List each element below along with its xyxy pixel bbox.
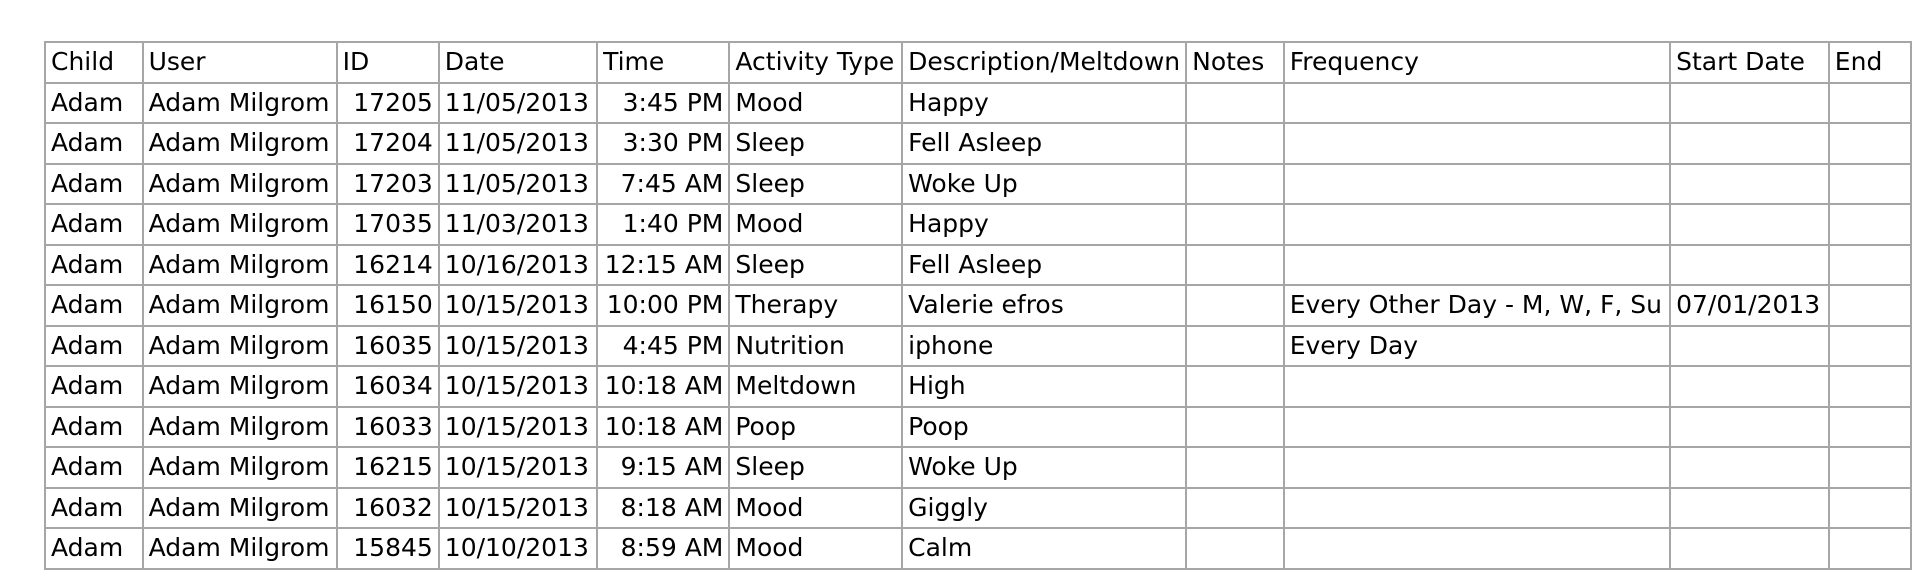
cell-end[interactable]	[1829, 366, 1911, 407]
cell-notes[interactable]	[1186, 285, 1284, 326]
cell-child[interactable]: Adam	[45, 123, 143, 164]
cell-activity-type[interactable]: Meltdown	[729, 366, 902, 407]
cell-user[interactable]: Adam Milgrom	[143, 123, 337, 164]
cell-user[interactable]: Adam Milgrom	[143, 326, 337, 367]
cell-frequency[interactable]	[1284, 528, 1670, 569]
cell-description[interactable]: Happy	[902, 204, 1186, 245]
col-header-activity-type[interactable]: Activity Type	[729, 42, 902, 83]
cell-start-date[interactable]	[1670, 326, 1829, 367]
col-header-notes[interactable]: Notes	[1186, 42, 1284, 83]
cell-frequency[interactable]	[1284, 164, 1670, 205]
cell-activity-type[interactable]: Sleep	[729, 245, 902, 286]
table-row	[45, 285, 1911, 326]
col-header-time[interactable]: Time	[597, 42, 729, 83]
col-header-start-date[interactable]: Start Date	[1670, 42, 1829, 83]
cell-description[interactable]: Poop	[902, 407, 1186, 448]
cell-date[interactable]: 10/15/2013	[439, 407, 597, 448]
cell-id[interactable]: 16034	[337, 366, 439, 407]
cell-end[interactable]	[1829, 245, 1911, 286]
cell-id[interactable]: 16035	[337, 326, 439, 367]
cell-time[interactable]: 4:45 PM	[597, 326, 729, 367]
cell-notes[interactable]	[1186, 164, 1284, 205]
cell-frequency[interactable]	[1284, 245, 1670, 286]
cell-id[interactable]: 16033	[337, 407, 439, 448]
cell-description[interactable]: Woke Up	[902, 164, 1186, 205]
cell-date[interactable]: 11/05/2013	[439, 123, 597, 164]
cell-time[interactable]: 7:45 AM	[597, 164, 729, 205]
cell-activity-type[interactable]: Therapy	[729, 285, 902, 326]
cell-id[interactable]: 16214	[337, 245, 439, 286]
cell-end[interactable]	[1829, 164, 1911, 205]
cell-date[interactable]: 10/15/2013	[439, 285, 597, 326]
cell-date[interactable]: 10/15/2013	[439, 488, 597, 529]
header-row	[45, 42, 1911, 83]
cell-time[interactable]: 8:18 AM	[597, 488, 729, 529]
table-row	[45, 488, 1911, 529]
cell-activity-type[interactable]: Mood	[729, 83, 902, 124]
table-row	[45, 245, 1911, 286]
cell-user[interactable]: Adam Milgrom	[143, 407, 337, 448]
cell-notes[interactable]	[1186, 447, 1284, 488]
cell-description[interactable]: High	[902, 366, 1186, 407]
cell-time[interactable]: 3:30 PM	[597, 123, 729, 164]
cell-user[interactable]: Adam Milgrom	[143, 83, 337, 124]
cell-end[interactable]	[1829, 488, 1911, 529]
cell-notes[interactable]	[1186, 407, 1284, 448]
cell-start-date[interactable]	[1670, 123, 1829, 164]
cell-start-date[interactable]	[1670, 488, 1829, 529]
cell-end[interactable]	[1829, 528, 1911, 569]
cell-child[interactable]: Adam	[45, 164, 143, 205]
cell-time[interactable]: 1:40 PM	[597, 204, 729, 245]
cell-start-date[interactable]	[1670, 83, 1829, 124]
cell-description[interactable]: Woke Up	[902, 447, 1186, 488]
cell-start-date[interactable]	[1670, 528, 1829, 569]
cell-child[interactable]: Adam	[45, 326, 143, 367]
cell-description[interactable]: iphone	[902, 326, 1186, 367]
cell-end[interactable]	[1829, 83, 1911, 124]
cell-child[interactable]: Adam	[45, 204, 143, 245]
cell-date[interactable]: 10/10/2013	[439, 528, 597, 569]
cell-end[interactable]	[1829, 204, 1911, 245]
table-row	[45, 164, 1911, 205]
cell-time[interactable]: 3:45 PM	[597, 83, 729, 124]
cell-date[interactable]: 10/15/2013	[439, 326, 597, 367]
cell-child[interactable]: Adam	[45, 407, 143, 448]
cell-date[interactable]: 10/15/2013	[439, 447, 597, 488]
cell-date[interactable]: 10/15/2013	[439, 366, 597, 407]
cell-notes[interactable]	[1186, 245, 1284, 286]
cell-user[interactable]: Adam Milgrom	[143, 204, 337, 245]
cell-start-date[interactable]	[1670, 164, 1829, 205]
cell-notes[interactable]	[1186, 123, 1284, 164]
cell-frequency[interactable]	[1284, 83, 1670, 124]
cell-activity-type[interactable]: Sleep	[729, 123, 902, 164]
table-row	[45, 528, 1911, 569]
cell-child[interactable]: Adam	[45, 83, 143, 124]
cell-date[interactable]: 11/03/2013	[439, 204, 597, 245]
cell-end[interactable]	[1829, 123, 1911, 164]
cell-id[interactable]: 15845	[337, 528, 439, 569]
col-header-description[interactable]: Description/Meltdown	[902, 42, 1186, 83]
table-row	[45, 407, 1911, 448]
cell-start-date[interactable]: 07/01/2013	[1670, 285, 1829, 326]
cell-child[interactable]: Adam	[45, 285, 143, 326]
cell-time[interactable]: 8:59 AM	[597, 528, 729, 569]
cell-end[interactable]	[1829, 285, 1911, 326]
col-header-date[interactable]: Date	[439, 42, 597, 83]
cell-frequency[interactable]: Every Day	[1284, 326, 1670, 367]
cell-id[interactable]: 17035	[337, 204, 439, 245]
cell-frequency[interactable]	[1284, 366, 1670, 407]
cell-description[interactable]: Happy	[902, 83, 1186, 124]
cell-user[interactable]: Adam Milgrom	[143, 164, 337, 205]
cell-activity-type[interactable]: Mood	[729, 488, 902, 529]
cell-description[interactable]: Valerie efros	[902, 285, 1186, 326]
cell-end[interactable]	[1829, 326, 1911, 367]
cell-frequency[interactable]	[1284, 447, 1670, 488]
col-header-end[interactable]: End	[1829, 42, 1911, 83]
cell-start-date[interactable]	[1670, 447, 1829, 488]
cell-description[interactable]: Calm	[902, 528, 1186, 569]
cell-activity-type[interactable]: Nutrition	[729, 326, 902, 367]
cell-frequency[interactable]: Every Other Day - M, W, F, Su	[1284, 285, 1670, 326]
cell-frequency[interactable]	[1284, 123, 1670, 164]
cell-start-date[interactable]	[1670, 366, 1829, 407]
cell-child[interactable]: Adam	[45, 245, 143, 286]
table-row	[45, 204, 1911, 245]
cell-description[interactable]: Fell Asleep	[902, 245, 1186, 286]
table-body	[45, 83, 1911, 569]
cell-end[interactable]	[1829, 407, 1911, 448]
cell-child[interactable]: Adam	[45, 366, 143, 407]
cell-activity-type[interactable]: Sleep	[729, 447, 902, 488]
cell-user[interactable]: Adam Milgrom	[143, 488, 337, 529]
cell-user[interactable]: Adam Milgrom	[143, 285, 337, 326]
table-row	[45, 326, 1911, 367]
cell-notes[interactable]	[1186, 326, 1284, 367]
cell-frequency[interactable]	[1284, 488, 1670, 529]
cell-end[interactable]	[1829, 447, 1911, 488]
cell-description[interactable]: Giggly	[902, 488, 1186, 529]
cell-child[interactable]: Adam	[45, 488, 143, 529]
table-row	[45, 447, 1911, 488]
cell-user[interactable]: Adam Milgrom	[143, 366, 337, 407]
cell-date[interactable]: 11/05/2013	[439, 83, 597, 124]
cell-start-date[interactable]	[1670, 204, 1829, 245]
cell-child[interactable]: Adam	[45, 447, 143, 488]
cell-date[interactable]: 10/16/2013	[439, 245, 597, 286]
cell-activity-type[interactable]: Sleep	[729, 164, 902, 205]
cell-id[interactable]: 16032	[337, 488, 439, 529]
cell-notes[interactable]	[1186, 528, 1284, 569]
cell-user[interactable]: Adam Milgrom	[143, 245, 337, 286]
table-row	[45, 366, 1911, 407]
table-row	[45, 83, 1911, 124]
cell-frequency[interactable]	[1284, 407, 1670, 448]
cell-start-date[interactable]	[1670, 245, 1829, 286]
cell-time[interactable]: 9:15 AM	[597, 447, 729, 488]
cell-notes[interactable]	[1186, 204, 1284, 245]
cell-notes[interactable]	[1186, 366, 1284, 407]
col-header-user[interactable]: User	[143, 42, 337, 83]
cell-child[interactable]: Adam	[45, 528, 143, 569]
cell-time[interactable]: 10:00 PM	[597, 285, 729, 326]
cell-user[interactable]: Adam Milgrom	[143, 447, 337, 488]
cell-id[interactable]: 16215	[337, 447, 439, 488]
cell-time[interactable]: 10:18 AM	[597, 407, 729, 448]
cell-time[interactable]: 12:15 AM	[597, 245, 729, 286]
cell-activity-type[interactable]: Mood	[729, 528, 902, 569]
cell-time[interactable]: 10:18 AM	[597, 366, 729, 407]
cell-user[interactable]: Adam Milgrom	[143, 528, 337, 569]
activity-log-table	[44, 41, 1912, 570]
cell-notes[interactable]	[1186, 488, 1284, 529]
cell-id[interactable]: 17203	[337, 164, 439, 205]
cell-id[interactable]: 16150	[337, 285, 439, 326]
col-header-frequency[interactable]: Frequency	[1284, 42, 1670, 83]
cell-activity-type[interactable]: Mood	[729, 204, 902, 245]
col-header-child[interactable]: Child	[45, 42, 143, 83]
table-row	[45, 123, 1911, 164]
cell-start-date[interactable]	[1670, 407, 1829, 448]
cell-description[interactable]: Fell Asleep	[902, 123, 1186, 164]
cell-notes[interactable]	[1186, 83, 1284, 124]
cell-id[interactable]: 17205	[337, 83, 439, 124]
col-header-id[interactable]: ID	[337, 42, 439, 83]
cell-id[interactable]: 17204	[337, 123, 439, 164]
cell-date[interactable]: 11/05/2013	[439, 164, 597, 205]
cell-activity-type[interactable]: Poop	[729, 407, 902, 448]
cell-frequency[interactable]	[1284, 204, 1670, 245]
